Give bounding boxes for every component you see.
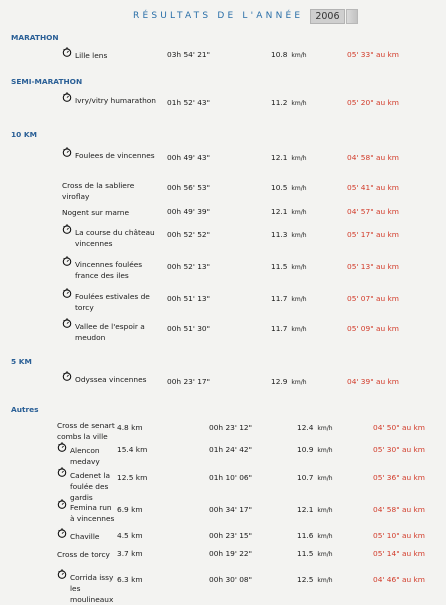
speed-unit: km/h [315, 475, 333, 482]
race-cell [57, 502, 115, 524]
stopwatch-icon [62, 224, 72, 234]
pace-value: 04' 58" au km [347, 153, 399, 162]
time-value: 00h 52' 52" [167, 230, 211, 239]
distance-value: 6.9 km [117, 505, 143, 514]
race-cell [62, 259, 160, 281]
section-heading-semi-marathon: SEMI-MARATHON [11, 77, 83, 86]
speed-unit: km/h [289, 155, 307, 162]
speed-value [271, 377, 307, 386]
speed-unit: km/h [289, 185, 307, 192]
race-name: Ivry/vitry humarathon [75, 96, 156, 105]
time-value: 00h 52' 13" [167, 262, 211, 271]
distance-value: 4.5 km [117, 531, 143, 540]
speed-value [271, 294, 307, 303]
speed-unit: km/h [315, 425, 333, 432]
time-value: 01h 10' 06" [209, 473, 253, 482]
speed-value [271, 98, 307, 107]
pace-value: 05' 09" au km [347, 324, 399, 333]
race-cell [62, 207, 160, 218]
race-cell [62, 227, 160, 249]
race-cell [57, 420, 115, 442]
pace-value: 05' 13" au km [347, 262, 399, 271]
year-badge[interactable]: 2006 [310, 9, 344, 24]
race-cell [62, 180, 160, 202]
stopwatch-icon [57, 569, 67, 579]
pace-value: 04' 57" au km [347, 207, 399, 216]
race-name: La course du château vincennes [75, 228, 155, 248]
race-cell [62, 150, 160, 161]
race-cell [62, 50, 160, 61]
speed-number: 11.5 [271, 262, 288, 271]
speed-value [271, 230, 307, 239]
speed-number: 11.6 [297, 531, 314, 540]
speed-value [271, 207, 307, 216]
pace-value: 04' 58" au km [373, 505, 425, 514]
section-heading-10-km: 10 KM [11, 130, 37, 139]
speed-unit: km/h [315, 577, 333, 584]
race-cell [57, 531, 115, 542]
race-name: Vincennes foulées france des iles [75, 260, 143, 280]
speed-value [297, 445, 333, 454]
race-name: Foulées estivales de torcy [75, 292, 150, 312]
speed-unit: km/h [289, 379, 307, 386]
speed-number: 12.1 [271, 153, 288, 162]
time-value: 00h 56' 53" [167, 183, 211, 192]
section-heading-marathon: MARATHON [11, 33, 59, 42]
pace-value: 04' 50" au km [373, 423, 425, 432]
speed-number: 12.4 [297, 423, 314, 432]
race-name: Chaville [70, 532, 100, 541]
year-selector-tab[interactable] [346, 9, 358, 24]
distance-value: 6.3 km [117, 575, 143, 584]
time-value: 00h 51' 30" [167, 324, 211, 333]
race-name: Alencon medavy [70, 446, 100, 466]
distance-value: 12.5 km [117, 473, 148, 482]
stopwatch-icon [57, 528, 67, 538]
speed-unit: km/h [289, 232, 307, 239]
race-name: Cross de senart combs la ville [57, 421, 115, 441]
race-name: Odyssea vincennes [75, 375, 147, 384]
speed-value [271, 153, 307, 162]
time-value: 00h 23' 15" [209, 531, 253, 540]
race-cell [62, 291, 160, 313]
race-cell [62, 95, 160, 106]
pace-value: 05' 10" au km [373, 531, 425, 540]
time-value: 00h 51' 13" [167, 294, 211, 303]
speed-number: 11.3 [271, 230, 288, 239]
speed-value [271, 324, 307, 333]
race-name: Nogent sur marne [62, 208, 130, 217]
stopwatch-icon [62, 371, 72, 381]
pace-value: 05' 30" au km [373, 445, 425, 454]
speed-value [297, 423, 333, 432]
speed-unit: km/h [315, 507, 333, 514]
page-title: RÉSULTATS DE L'ANNÉE [133, 11, 304, 21]
time-value: 01h 52' 43" [167, 98, 211, 107]
speed-number: 10.9 [297, 445, 314, 454]
race-name: Cross de torcy [57, 550, 110, 559]
time-value: 00h 34' 17" [209, 505, 253, 514]
distance-value: 4.8 km [117, 423, 143, 432]
time-value: 00h 49' 39" [167, 207, 211, 216]
speed-unit: km/h [315, 533, 333, 540]
pace-value: 05' 33" au km [347, 50, 399, 59]
pace-value: 04' 39" au km [347, 377, 399, 386]
race-name: Cross de la sabliere viroflay [62, 181, 135, 201]
stopwatch-icon [62, 92, 72, 102]
stopwatch-icon [57, 442, 67, 452]
race-name: Foulees de vincennes [75, 151, 155, 160]
speed-number: 11.7 [271, 324, 288, 333]
time-value: 00h 19' 22" [209, 549, 253, 558]
speed-value [271, 50, 307, 59]
speed-number: 12.9 [271, 377, 288, 386]
race-name: Femina run à vincennes [70, 503, 115, 523]
race-cell [62, 374, 160, 385]
time-value: 01h 24' 42" [209, 445, 253, 454]
speed-value [297, 531, 333, 540]
race-cell [57, 572, 115, 605]
speed-number: 12.1 [271, 207, 288, 216]
section-heading-5-km: 5 KM [11, 357, 32, 366]
race-name: Vallee de l'espoir a meudon [75, 322, 145, 342]
speed-number: 12.5 [297, 575, 314, 584]
stopwatch-icon [57, 499, 67, 509]
speed-unit: km/h [315, 551, 333, 558]
speed-unit: km/h [289, 209, 307, 216]
pace-value: 05' 17" au km [347, 230, 399, 239]
pace-value: 05' 14" au km [373, 549, 425, 558]
section-heading-autres: Autres [11, 405, 39, 414]
speed-number: 10.8 [271, 50, 288, 59]
race-name: Lille lens [75, 51, 108, 60]
race-cell [57, 445, 115, 467]
speed-value [271, 183, 307, 192]
speed-number: 11.2 [271, 98, 288, 107]
speed-unit: km/h [289, 264, 307, 271]
time-value: 00h 30' 08" [209, 575, 253, 584]
stopwatch-icon [62, 288, 72, 298]
speed-unit: km/h [289, 100, 307, 107]
stopwatch-icon [62, 147, 72, 157]
race-name: Cadenet la foulée des gardis [70, 471, 110, 502]
speed-number: 11.5 [297, 549, 314, 558]
stopwatch-icon [62, 318, 72, 328]
speed-value [297, 549, 333, 558]
pace-value: 05' 07" au km [347, 294, 399, 303]
stopwatch-icon [57, 467, 67, 477]
speed-number: 10.5 [271, 183, 288, 192]
speed-unit: km/h [289, 52, 307, 59]
time-value: 00h 23' 17" [167, 377, 211, 386]
pace-value: 04' 46" au km [373, 575, 425, 584]
speed-value [297, 505, 333, 514]
header [133, 6, 433, 26]
speed-number: 12.1 [297, 505, 314, 514]
pace-value: 05' 36" au km [373, 473, 425, 482]
stopwatch-icon [62, 256, 72, 266]
speed-number: 10.7 [297, 473, 314, 482]
race-name: Corrida issy les moulineaux [70, 573, 114, 604]
stopwatch-icon [62, 47, 72, 57]
time-value: 03h 54' 21" [167, 50, 211, 59]
distance-value: 3.7 km [117, 549, 143, 558]
pace-value: 05' 20" au km [347, 98, 399, 107]
speed-unit: km/h [315, 447, 333, 454]
speed-value [271, 262, 307, 271]
speed-number: 11.7 [271, 294, 288, 303]
distance-value: 15.4 km [117, 445, 148, 454]
speed-value [297, 575, 333, 584]
speed-value [297, 473, 333, 482]
time-value: 00h 49' 43" [167, 153, 211, 162]
pace-value: 05' 41" au km [347, 183, 399, 192]
race-cell [62, 321, 160, 343]
speed-unit: km/h [289, 296, 307, 303]
race-cell [57, 549, 115, 560]
speed-unit: km/h [289, 326, 307, 333]
time-value: 00h 23' 12" [209, 423, 253, 432]
